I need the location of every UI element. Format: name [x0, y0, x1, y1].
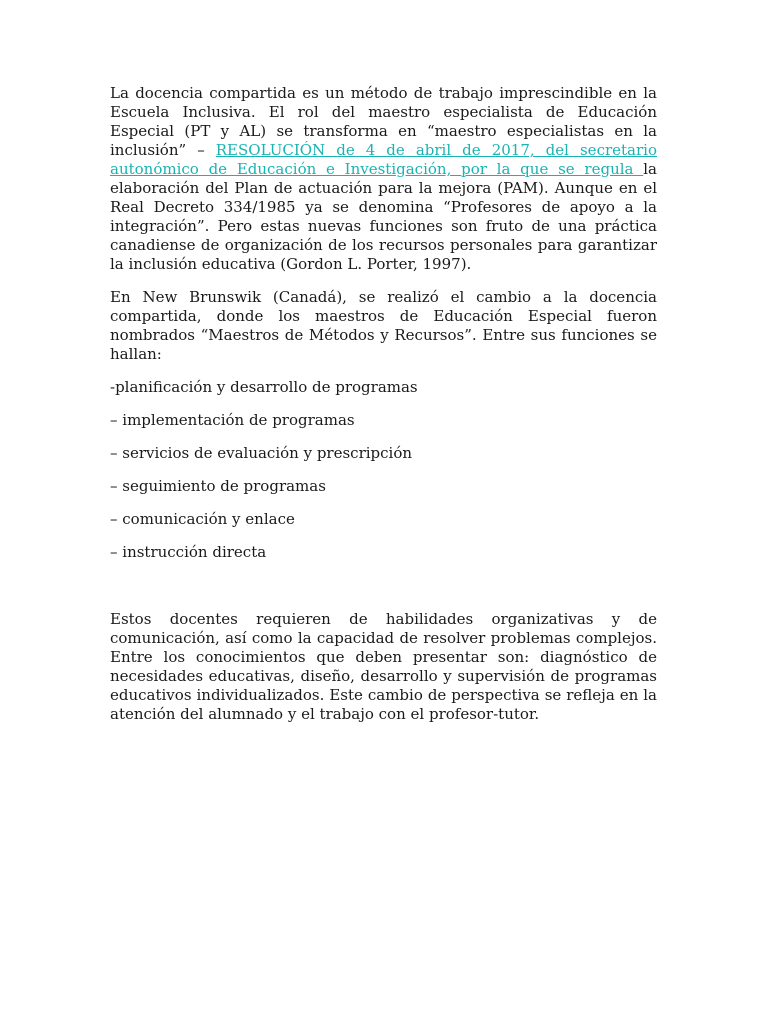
function-item-implementation: – implementación de programas	[110, 411, 355, 429]
function-item-instruction: – instrucción directa	[110, 543, 267, 561]
skills-paragraph: Estos docentes requieren de habilidades organizativas y de comunicación, así como la capacidad de resolver problemas complejos. Entre los conocimientos que deben presentar son: diagnóstico de necesidades educativas, diseño, desarrollo y supervisión de programas educativos individualizados. Este cambio de perspectiva se refleja en la atención del alumnado y el trabajo con el profesor-tutor.	[110, 610, 657, 723]
intro-text-after-link: la elaboración del Plan de actuación para la mejora (PAM). Aunque en el Real Decreto 334/1985 ya se denomina “Profesores de apoyo a la integración”. Pero estas nuevas funciones son fruto de una práctica canadiense de organización de los recursos personales para garantizar la inclusión educativa (Gordon L. Porter, 1997).	[110, 160, 657, 273]
intro-text-before-link: La docencia compartida es un método de trabajo imprescindible en la Escuela Inclusiva. El rol del maestro especialista de Educación Especial (PT y AL) se transforma en “maestro especialistas en la inclusión” –	[110, 84, 657, 159]
document-body	[110, 84, 657, 724]
intro-paragraph	[110, 84, 657, 274]
function-item-communication: – comunicación y enlace	[110, 510, 295, 528]
function-item-planning: -planificación y desarrollo de programas	[110, 378, 418, 396]
resolution-link[interactable]: RESOLUCIÓN de 4 de abril de 2017, del secretario autonómico de Educación e Investigación, por la que se regula	[110, 141, 657, 178]
function-item-evaluation: – servicios de evaluación y prescripción	[110, 444, 413, 462]
new-brunswick-paragraph: En New Brunswik (Canadá), se realizó el cambio a la docencia compartida, donde los maestros de Educación Especial fueron nombrados “Maestros de Métodos y Recursos”. Entre sus funciones se hallan:	[110, 288, 657, 363]
function-item-followup: – seguimiento de programas	[110, 477, 326, 495]
